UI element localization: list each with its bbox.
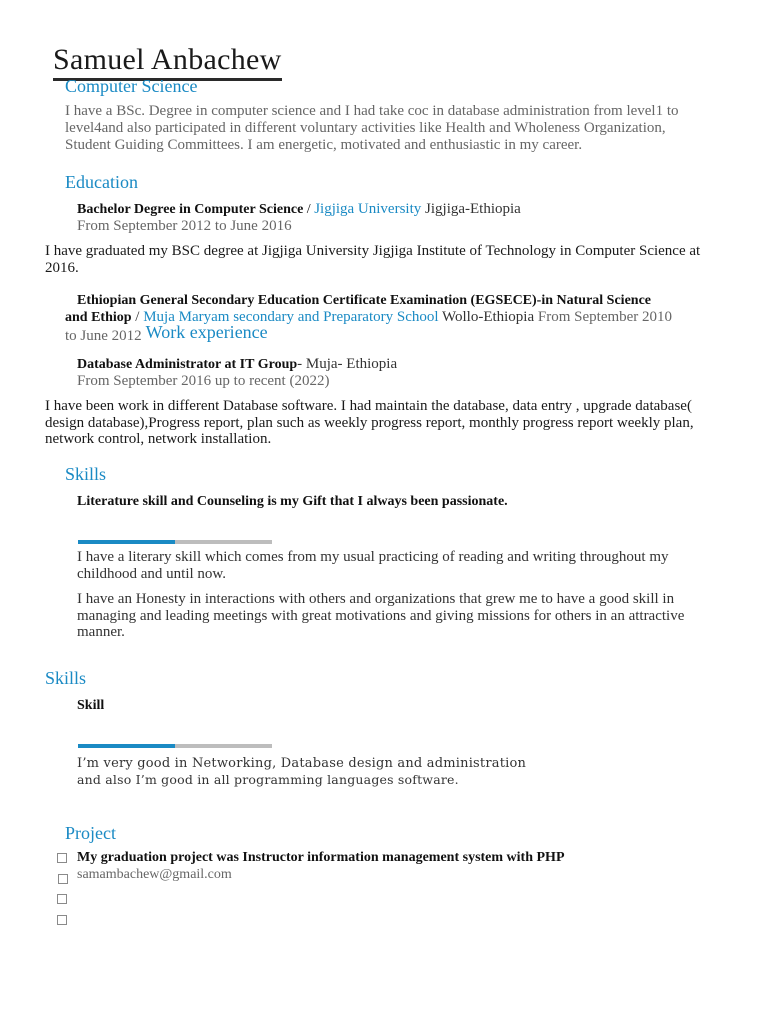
education-dates-2-part2: to June 2012 (65, 328, 142, 344)
candidate-title: Computer Science (65, 76, 198, 96)
skills-line-1: I’m very good in Networking, Database design and administration (77, 756, 527, 771)
skills-paragraph-2: I have an Honesty in interactions with others and organizations that grew me to have a good skill in managing and leading meetings with great motivations and giving missions for others in an attractive manner. (77, 591, 685, 640)
work-role-1: Database Administrator at IT Group (77, 357, 298, 372)
education-degree-2-line2: and Ethiop (65, 310, 132, 325)
education-dates-2-part1: From September 2010 (537, 309, 673, 325)
work-location-1: - Muja- Ethiopia (297, 356, 398, 372)
skills-heading-1: Skills (65, 464, 107, 484)
skill-level-bar-2 (78, 744, 272, 748)
education-degree-2-line1: Ethiopian General Secondary Education Certificate Examination (EGSECE)-in Natural Science (77, 293, 651, 308)
education-entry-1-header (77, 201, 521, 218)
work-dates-1: From September 2016 up to recent (2022) (77, 373, 330, 389)
education-school-1: Jigjiga University (314, 201, 422, 217)
summary-paragraph: I have a BSc. Degree in computer science and I had take coc in database administration from level1 to level4and also participated in different voluntary activities like Health and Wholeness Organization, Student Guiding Committees. I am energetic, motivated and enthusiastic in my career. (65, 103, 679, 153)
education-description-1: I have graduated my BSC degree at Jigjiga University Jigjiga Institute of Technology in Computer Science at 2016. (45, 243, 701, 276)
skill-level-fill-2 (78, 744, 175, 748)
skills-title-2: Skill (77, 698, 105, 713)
skills-line-2: and also I’m good in all programming languages software. (77, 772, 459, 787)
education-school-2: Muja Maryam secondary and Preparatory School (143, 309, 439, 325)
project-item-1: My graduation project was Instructor information management system with PHP (77, 850, 565, 865)
skill-level-fill-1 (78, 540, 175, 544)
work-heading: Work experience (145, 322, 268, 342)
candidate-name: Samuel Anbachew (53, 42, 282, 81)
checkbox-icon (58, 874, 68, 884)
education-separator-2: / (131, 309, 144, 325)
skills-paragraph-1: I have a literary skill which comes from my usual practicing of reading and writing throughout my childhood and until now. (77, 549, 669, 582)
education-location-2: Wollo-Ethiopia (438, 309, 538, 325)
skills-title-1: Literature skill and Counseling is my Gift that I always been passionate. (77, 494, 508, 509)
education-dates-1: From September 2012 to June 2016 (77, 218, 292, 234)
education-degree-1: Bachelor Degree in Computer Science (77, 202, 304, 217)
skill-level-bar-1 (78, 540, 272, 544)
education-heading: Education (65, 172, 138, 192)
work-description-1: I have been work in different Database software. I had maintain the database, data entry , upgrade database( design database),Progress report, plan such as weekly progress report, monthly progress report weekly plan, network control, network installation. (45, 398, 694, 447)
education-entry-2 (65, 292, 745, 345)
education-location-1: Jigjiga-Ethiopia (421, 201, 521, 217)
project-heading: Project (65, 823, 116, 843)
education-separator-1: / (303, 202, 315, 217)
checkbox-icon (57, 894, 67, 904)
contact-email: samambachew@gmail.com (77, 867, 232, 882)
work-entry-1-header (77, 356, 397, 373)
checkbox-icon (57, 853, 67, 863)
checkbox-icon (57, 915, 67, 925)
skills-heading-2: Skills (45, 668, 87, 688)
